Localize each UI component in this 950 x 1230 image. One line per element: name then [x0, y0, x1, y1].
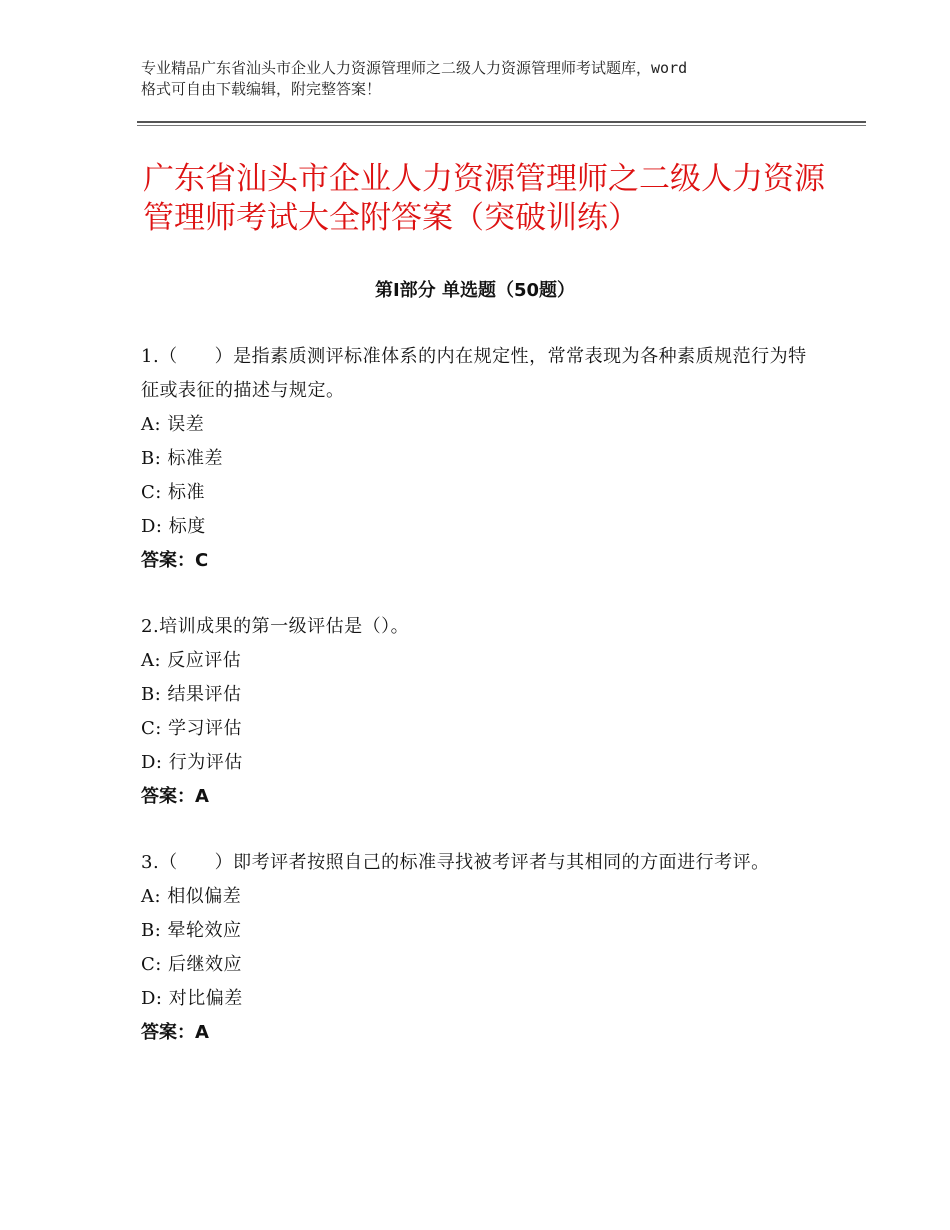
section-heading: 第Ⅰ部分 单选题（50题） — [374, 280, 575, 301]
option-d: D: 对比偏差 — [141, 988, 243, 1009]
header-divider-thick — [137, 121, 866, 123]
option-c: C: 学习评估 — [141, 718, 243, 739]
document-title: 广东省汕头市企业人力资源管理师之二级人力资源管理师考试大全附答案（突破训练） — [143, 161, 825, 236]
question-item — [141, 846, 821, 1050]
option-b: B: 结果评估 — [141, 684, 242, 705]
question-list — [141, 340, 821, 1082]
question-text: 1.（ ）是指素质测评标准体系的内在规定性，常常表现为各种素质规范行为特征或表征的描述与规定。 — [141, 346, 807, 401]
header-divider-thin — [137, 125, 866, 126]
question-text: 2.培训成果的第一级评估是（）。 — [141, 616, 410, 637]
question-text: 3.（ ）即考评者按照自己的标准寻找被考评者与其相同的方面进行考评。 — [141, 852, 770, 873]
header-note — [141, 58, 831, 100]
option-d: D: 标度 — [141, 516, 206, 537]
option-a: A: 相似偏差 — [141, 886, 242, 907]
option-d: D: 行为评估 — [141, 752, 243, 773]
option-c: C: 标准 — [141, 482, 206, 503]
header-note-line-2: 格式可自由下载编辑，附完整答案！ — [141, 80, 382, 98]
answer-label: 答案：A — [141, 786, 209, 807]
question-item — [141, 610, 821, 814]
option-a: A: 误差 — [141, 414, 205, 435]
option-a: A: 反应评估 — [141, 650, 242, 671]
option-c: C: 后继效应 — [141, 954, 243, 975]
header-note-line-1: 专业精品广东省汕头市企业人力资源管理师之二级人力资源管理师考试题库，word — [141, 59, 688, 77]
answer-label: 答案：C — [141, 550, 209, 571]
option-b: B: 标准差 — [141, 448, 224, 469]
question-item — [141, 340, 821, 578]
answer-label: 答案：A — [141, 1022, 209, 1043]
option-b: B: 晕轮效应 — [141, 920, 242, 941]
